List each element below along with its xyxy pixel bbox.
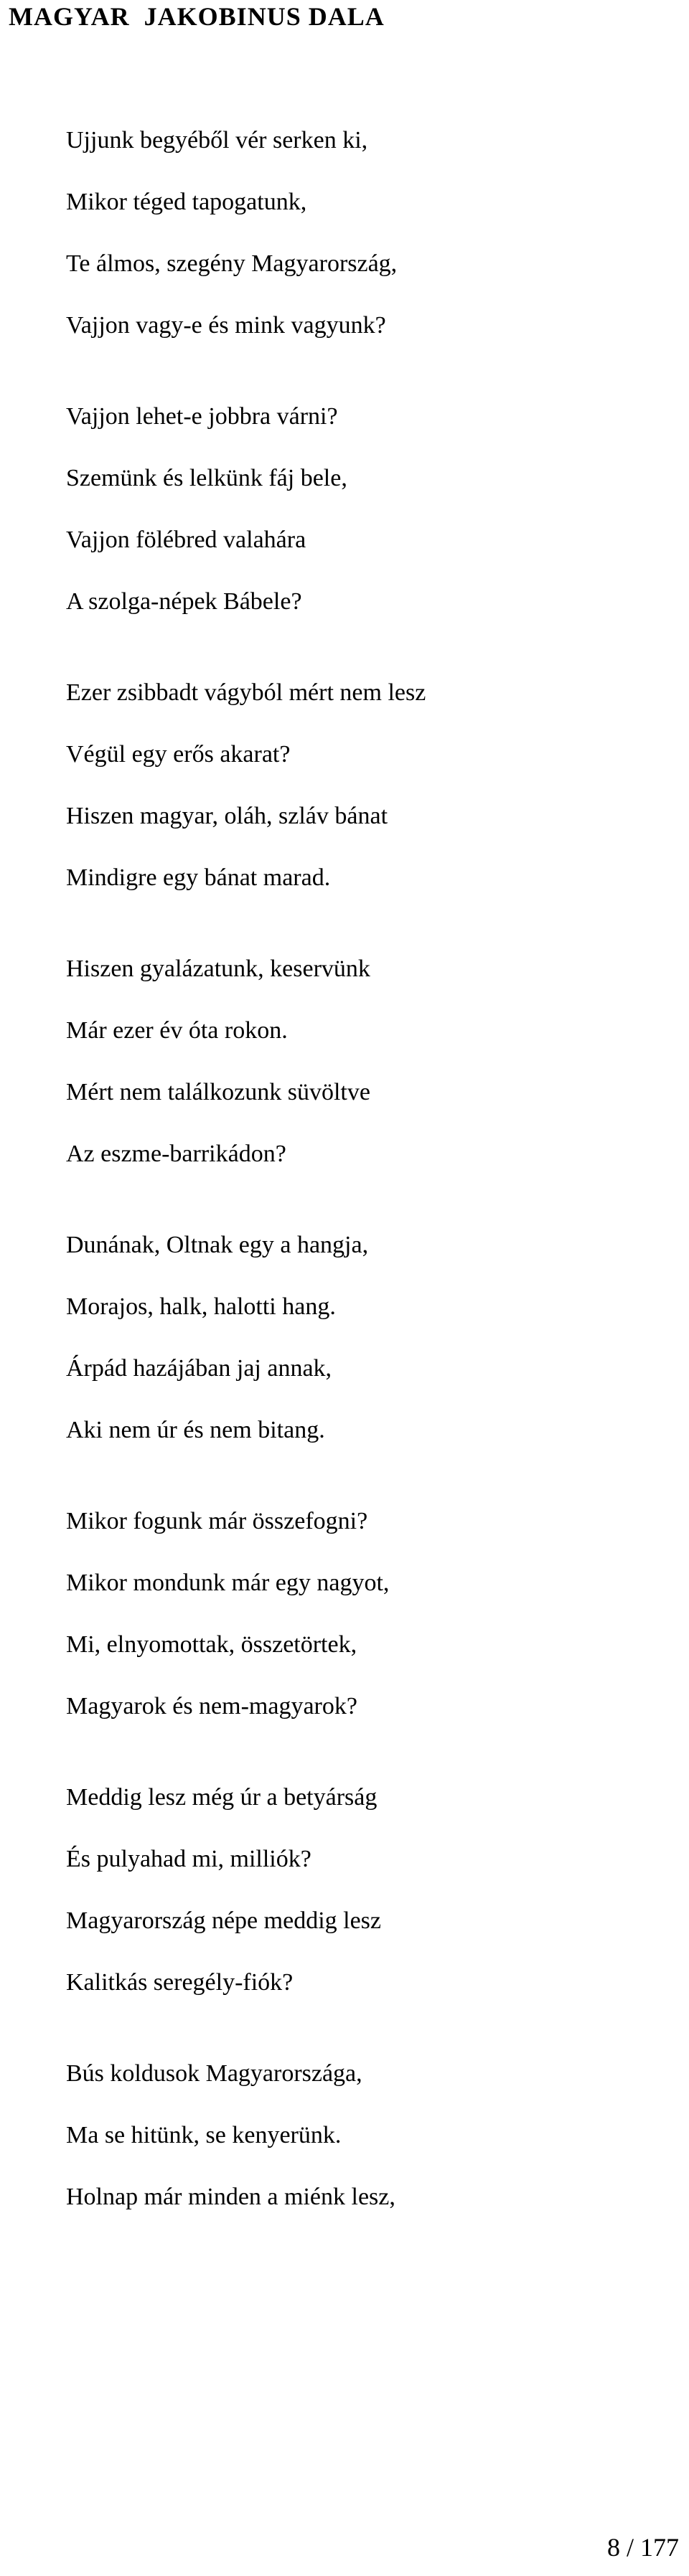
poem-line: Mindigre egy bánat marad. xyxy=(66,864,331,891)
poem-line: Hiszen magyar, oláh, szláv bánat xyxy=(66,803,388,829)
stanza-6 xyxy=(66,1506,669,1722)
poem-line: Az eszme-barrikádon? xyxy=(66,1141,286,1167)
poem-line: Vajjon lehet-e jobbra várni? xyxy=(66,403,338,430)
poem-line: Mikor mondunk már egy nagyot, xyxy=(66,1570,390,1596)
stanza-5 xyxy=(66,1230,669,1445)
poem-line: Mikor téged tapogatunk, xyxy=(66,189,307,215)
poem-line: Meddig lesz még úr a betyárság xyxy=(66,1784,378,1811)
page-title: MAGYAR JAKOBINUS DALA xyxy=(9,2,385,31)
poem-line: Aki nem úr és nem bitang. xyxy=(66,1417,325,1443)
poem-line: Holnap már minden a miénk lesz, xyxy=(66,2184,395,2210)
poem-line: A szolga-népek Bábele? xyxy=(66,588,302,615)
poem-line: Szemünk és lelkünk fáj bele, xyxy=(66,465,347,491)
stanza-8 xyxy=(66,2058,669,2212)
poem-line: Végül egy erős akarat? xyxy=(66,741,291,768)
poem-line: Hiszen gyalázatunk, keservünk xyxy=(66,956,370,982)
page-indicator: 8 / 177 xyxy=(606,2533,679,2562)
poem-line: Ma se hitünk, se kenyerünk. xyxy=(66,2122,342,2148)
poem-line: Dunának, Oltnak egy a hangja, xyxy=(66,1232,369,1258)
poem-line: Kalitkás seregély-fiók? xyxy=(66,1969,294,1996)
poem-line: Vajjon vagy-e és mink vagyunk? xyxy=(66,312,386,339)
stanza-1 xyxy=(66,125,669,341)
poem-line: Ezer zsibbadt vágyból mért nem lesz xyxy=(66,679,426,706)
poem-body xyxy=(66,125,669,2212)
poem-line: És pulyahad mi, milliók? xyxy=(66,1846,311,1872)
poem-line: Mért nem találkozunk süvöltve xyxy=(66,1079,370,1105)
poem-line: Ujjunk begyéből vér serken ki, xyxy=(66,127,368,154)
poem-line: Magyarok és nem-magyarok? xyxy=(66,1693,357,1719)
poem-line: Vajjon fölébred valahára xyxy=(66,527,306,553)
poem-line: Magyarország népe meddig lesz xyxy=(66,1907,381,1934)
poem-line: Árpád hazájában jaj annak, xyxy=(66,1355,332,1382)
stanza-4 xyxy=(66,953,669,1169)
poem-line: Már ezer év óta rokon. xyxy=(66,1017,288,1044)
stanza-7 xyxy=(66,1782,669,1998)
poem-line: Morajos, halk, halotti hang. xyxy=(66,1293,336,1320)
poem-line: Te álmos, szegény Magyarország, xyxy=(66,250,398,277)
stanza-2 xyxy=(66,401,669,617)
stanza-3 xyxy=(66,677,669,893)
poem-line: Mikor fogunk már összefogni? xyxy=(66,1508,368,1534)
poem-line: Mi, elnyomottak, összetörtek, xyxy=(66,1631,357,1658)
poem-line: Bús koldusok Magyarországa, xyxy=(66,2060,362,2087)
